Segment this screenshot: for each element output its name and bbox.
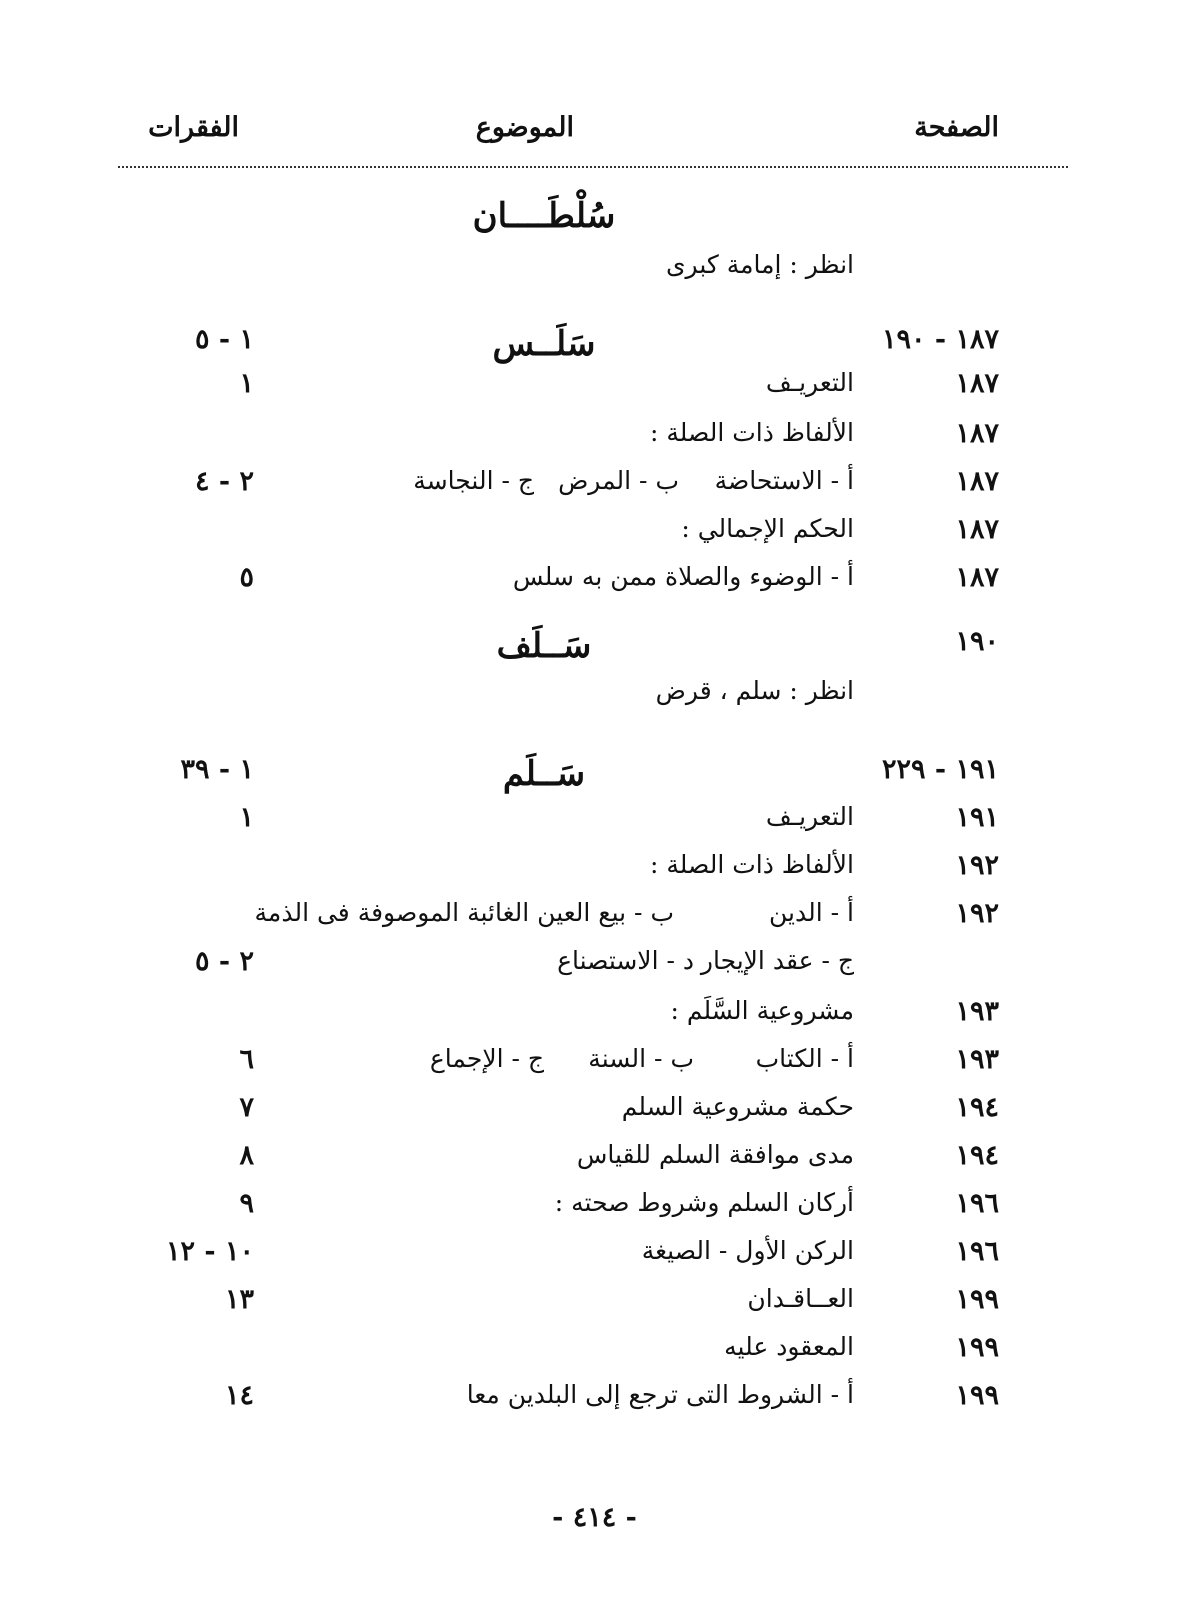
page-number: ١٩٦ (955, 1236, 999, 1267)
page-number: ١٩٤ (955, 1140, 999, 1171)
cross-reference: انظر : سلم ، قرض (655, 676, 854, 705)
index-row (0, 996, 1189, 1040)
page-number: ١٩٦ (955, 1188, 999, 1219)
page-number: ١٨٧ (955, 368, 999, 399)
index-row (0, 1044, 1189, 1088)
paragraph-number: ١٣ (224, 1284, 254, 1315)
subtopic-a: أ - الاستحاضة (714, 466, 854, 495)
topic: أركان السلم وشروط صحته : (554, 1188, 854, 1217)
topic: العــاقـدان (747, 1284, 854, 1313)
page-number: ١٩٣ (955, 1044, 999, 1075)
entry-salam-heading (0, 754, 1189, 798)
topic: الألفاظ ذات الصلة : (649, 850, 854, 879)
page-number: ١٩٩ (955, 1380, 999, 1411)
paragraph-number: ٩ (239, 1188, 254, 1219)
page-number-footer: - ٤١٤ - (552, 1502, 637, 1533)
page-number: ١٩٩ (955, 1284, 999, 1315)
entry-title: سُلْطَــــان (472, 196, 616, 236)
paragraph-range: ٢ - ٤ (194, 466, 254, 497)
topic: المعقود عليه (724, 1332, 854, 1361)
topic: مدى موافقة السلم للقياس (576, 1140, 854, 1169)
header-dotted-divider (118, 166, 1068, 168)
entry-title: سَــلَم (502, 754, 586, 794)
index-row (0, 898, 1189, 942)
page-number: ١٩٢ (955, 898, 999, 929)
subtopic-c: ج - الإجماع (429, 1044, 544, 1073)
subtopic-b: ب - السنة (588, 1044, 694, 1073)
subtopic-b: ب - بيع العين الغائبة الموصوفة فى الذمة (254, 898, 674, 927)
index-row (0, 1188, 1189, 1232)
topic: التعريـف (765, 368, 854, 397)
page-number: ١٨٧ (955, 514, 999, 545)
topic: أ - الشروط التى ترجع إلى البلدين معا (466, 1380, 854, 1409)
paragraph-number: ٧ (239, 1092, 254, 1123)
entry-title: سَــلَف (496, 626, 592, 666)
page-range: ١٨٧ - ١٩٠ (881, 324, 999, 355)
subtopic-c: ج - النجاسة (413, 466, 534, 495)
index-row (0, 850, 1189, 894)
entry-salaf-see (0, 676, 1189, 720)
index-row (0, 1284, 1189, 1328)
table-header (0, 112, 1189, 158)
entry-salaf-heading (0, 626, 1189, 670)
index-row (0, 946, 1189, 990)
entry-sultan-see (0, 250, 1189, 294)
subtopic-a: أ - الدين (769, 898, 854, 927)
topic: الألفاظ ذات الصلة : (649, 418, 854, 447)
index-row (0, 514, 1189, 558)
subtopic-c: ج - عقد الإيجار (700, 946, 854, 975)
paragraph-range: ١ - ٥ (194, 324, 254, 355)
paragraph-number: ١٤ (224, 1380, 254, 1411)
index-row (0, 418, 1189, 462)
topic: التعريـف (765, 802, 854, 831)
index-row (0, 1332, 1189, 1376)
cross-reference: انظر : إمامة كبرى (665, 250, 854, 279)
paragraph-number: ٦ (239, 1044, 254, 1075)
topic: الركن الأول - الصيغة (641, 1236, 854, 1265)
paragraph-range: ١ - ٣٩ (180, 754, 254, 785)
topic: حكمة مشروعية السلم (621, 1092, 854, 1121)
page-number: ١٩١ (955, 802, 999, 833)
paragraph-range: ٢ - ٥ (194, 946, 254, 977)
index-row (0, 1140, 1189, 1184)
topic: أ - الوضوء والصلاة ممن به سلس (512, 562, 854, 591)
page-number: ١٨٧ (955, 418, 999, 449)
subtopic-b: ب - المرض (558, 466, 679, 495)
header-paragraphs-label: الفقرات (148, 112, 239, 143)
index-row (0, 368, 1189, 412)
page-number: ١٨٧ (955, 466, 999, 497)
topic: الحكم الإجمالي : (681, 514, 854, 543)
index-row (0, 1236, 1189, 1280)
entry-title: سَلَــس (492, 324, 596, 364)
page-number: ١٩٤ (955, 1092, 999, 1123)
page-range: ١٩١ - ٢٢٩ (881, 754, 999, 785)
index-row (0, 802, 1189, 846)
page-number: ١٩٠ (955, 626, 999, 657)
paragraph-number: ٥ (239, 562, 254, 593)
header-page-label: الصفحة (914, 112, 999, 143)
index-row (0, 466, 1189, 510)
index-row (0, 1092, 1189, 1136)
subtopic-a: أ - الكتاب (755, 1044, 854, 1073)
entry-sultan-heading (0, 196, 1189, 240)
index-row (0, 562, 1189, 606)
page-number: ١٩٩ (955, 1332, 999, 1363)
entry-salas-heading (0, 324, 1189, 368)
subtopic-d: د - الاستصناع (557, 946, 694, 975)
paragraph-range: ١٠ - ١٢ (165, 1236, 254, 1267)
page-number: ١٩٣ (955, 996, 999, 1027)
page-number: ١٨٧ (955, 562, 999, 593)
index-row (0, 1380, 1189, 1424)
paragraph-number: ١ (239, 802, 254, 833)
header-topic-label: الموضوع (475, 112, 574, 143)
paragraph-number: ١ (239, 368, 254, 399)
topic: مشروعية السَّلَم : (670, 996, 854, 1025)
page-number: ١٩٢ (955, 850, 999, 881)
paragraph-number: ٨ (239, 1140, 254, 1171)
